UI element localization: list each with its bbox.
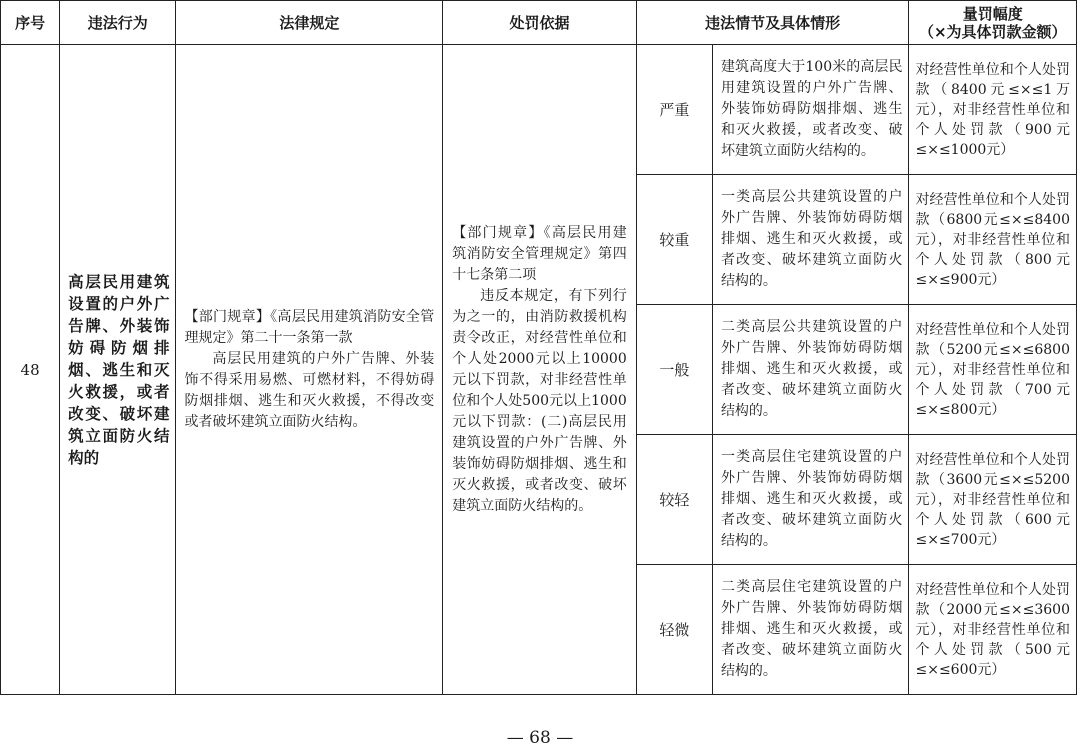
header-basis: 处罚依据 bbox=[443, 1, 637, 45]
level-name: 较轻 bbox=[636, 435, 712, 565]
row-law bbox=[176, 45, 443, 695]
level-desc: 一类高层住宅建筑设置的户外广告牌、外装饰妨碍防烟排烟、逃生和灭火救援，或者改变、破坏建筑立面防火结构的。 bbox=[712, 435, 909, 565]
header-seq: 序号 bbox=[1, 1, 60, 45]
basis-text: 违反本规定，有下列行为之一的，由消防救援机构责令改正，对经营性单位和个人处2000元以上10000元以下罚款，对非经营性单位和个人处500元以上1000元以下罚款：(二)高层民用建筑设置的户外广告牌、外装饰妨碍防烟排烟、逃生和灭火救援，或者改变、破坏建筑立面防火结构的。 bbox=[452, 287, 627, 514]
header-circumstance: 违法情节及具体情形 bbox=[636, 1, 909, 45]
level-name: 轻微 bbox=[636, 565, 712, 695]
header-act: 违法行为 bbox=[60, 1, 176, 45]
row-basis bbox=[443, 45, 637, 695]
level-desc: 建筑高度大于100米的高层民用建筑设置的户外广告牌、外装饰妨碍防烟排烟、逃生和灭火救援，或者改变、破坏建筑立面防火结构的。 bbox=[712, 45, 909, 175]
law-source: 【部门规章】《高层民用建筑消防安全管理规定》第二十一条第一款 bbox=[184, 308, 435, 346]
page-number: — 68 — bbox=[506, 728, 574, 748]
level-fine: 对经营性单位和个人处罚款（3600元≤×≤5200元），对非经营性单位和个人处罚款（600元≤×≤700元） bbox=[909, 435, 1077, 565]
level-desc: 二类高层公共建筑设置的户外广告牌、外装饰妨碍防烟排烟、逃生和灭火救援，或者改变、破坏建筑立面防火结构的。 bbox=[712, 305, 909, 435]
row-seq: 48 bbox=[1, 45, 60, 695]
level-name: 一般 bbox=[636, 305, 712, 435]
level-fine: 对经营性单位和个人处罚款（5200元≤×≤6800元），对非经营性单位和个人处罚款（700元≤×≤800元） bbox=[909, 305, 1077, 435]
header-fine bbox=[909, 1, 1077, 45]
level-desc: 一类高层公共建筑设置的户外广告牌、外装饰妨碍防烟排烟、逃生和灭火救援，或者改变、破坏建筑立面防火结构的。 bbox=[712, 175, 909, 305]
level-name: 较重 bbox=[636, 175, 712, 305]
header-fine-note: （×为具体罚款金额） bbox=[918, 22, 1067, 41]
level-desc: 二类高层住宅建筑设置的户外广告牌、外装饰妨碍防烟排烟、逃生和灭火救援，或者改变、破坏建筑立面防火结构的。 bbox=[712, 565, 909, 695]
level-fine: 对经营性单位和个人处罚款（8400元≤×≤1万元），对非经营性单位和个人处罚款（900元≤×≤1000元） bbox=[909, 45, 1077, 175]
row-act: 高层民用建筑设置的户外广告牌、外装饰妨碍防烟排烟、逃生和灭火救援，或者改变、破坏建筑立面防火结构的 bbox=[60, 45, 176, 695]
law-text: 高层民用建筑的户外广告牌、外装饰不得采用易燃、可燃材料，不得妨碍防烟排烟、逃生和灭火救援，不得改变或者破坏建筑立面防火结构。 bbox=[184, 350, 435, 430]
level-name: 严重 bbox=[636, 45, 712, 175]
header-law: 法律规定 bbox=[176, 1, 443, 45]
header-row bbox=[1, 1, 1077, 45]
level-fine: 对经营性单位和个人处罚款（2000元≤×≤3600元），对非经营性单位和个人处罚款（500元≤×≤600元） bbox=[909, 565, 1077, 695]
table-row bbox=[1, 45, 1077, 175]
level-fine: 对经营性单位和个人处罚款（6800元≤×≤8400元），对非经营性单位和个人处罚款（800元≤×≤900元） bbox=[909, 175, 1077, 305]
header-fine-title: 量罚幅度 bbox=[962, 4, 1023, 23]
basis-source: 【部门规章】《高层民用建筑消防安全管理规定》第四十七条第二项 bbox=[452, 224, 627, 283]
